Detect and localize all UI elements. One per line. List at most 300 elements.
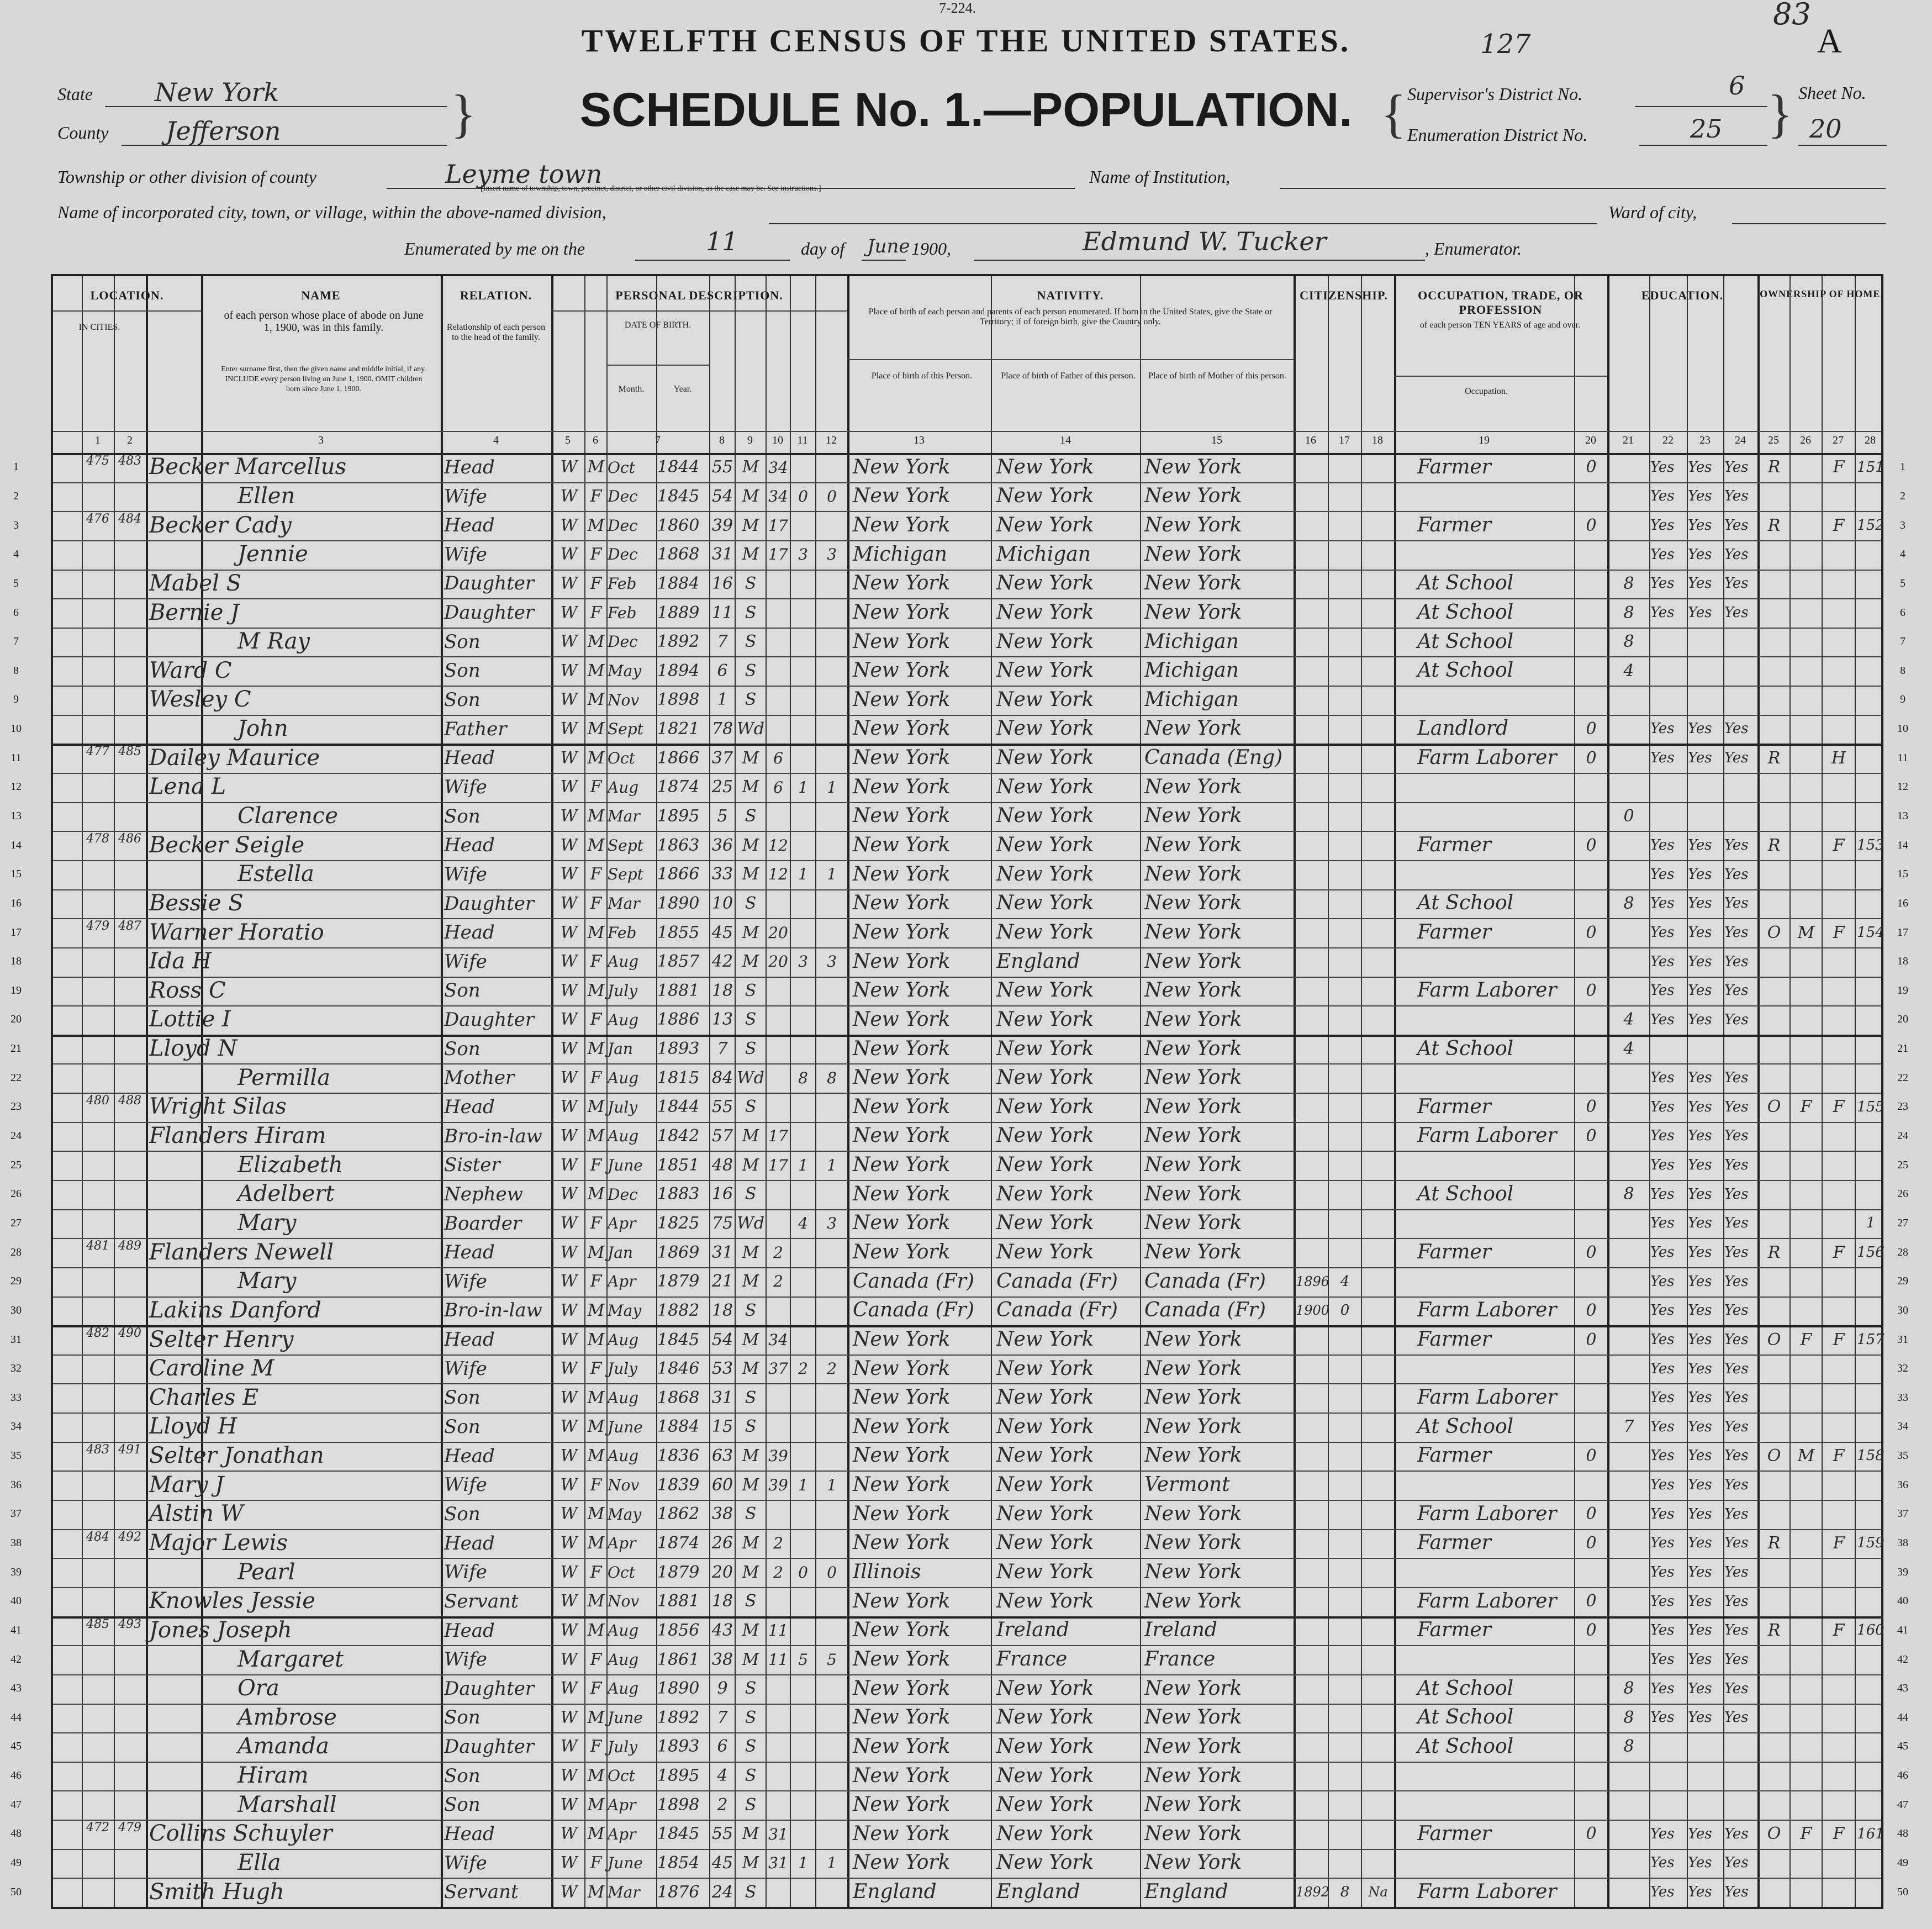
cell-yr: 1869: [657, 1242, 700, 1262]
cell-mo: Dec: [608, 516, 638, 535]
cell-mo: July: [608, 982, 638, 1000]
cell-yr: 1862: [657, 1504, 700, 1524]
cell-sched: 152: [1857, 517, 1885, 534]
cell-eng: Yes: [1724, 1709, 1749, 1726]
cell-sex: M: [587, 1824, 605, 1844]
sub-year: Year.: [673, 384, 692, 394]
row-number-right: 15: [1897, 868, 1908, 881]
cell-mob: New York: [1144, 1095, 1242, 1118]
cell-age: 42: [711, 952, 733, 972]
cell-ms: S: [745, 1388, 757, 1408]
row-number-right: 14: [1897, 839, 1908, 851]
cell-name: John: [237, 716, 288, 742]
cell-age: 16: [711, 1184, 733, 1204]
cell-yr: 1892: [657, 632, 700, 652]
row-number-left: 34: [10, 1420, 22, 1433]
state-label: State: [57, 84, 93, 104]
cell-write: Yes: [1688, 1709, 1712, 1726]
cell-mo: Sept: [608, 720, 643, 739]
cell-read: Yes: [1650, 1477, 1675, 1494]
cell-rel: Son: [444, 1503, 481, 1525]
cell-fob: New York: [996, 659, 1094, 682]
cell-sch: 8: [1623, 632, 1634, 652]
cell-eng: Yes: [1724, 1389, 1749, 1406]
cell-pob: New York: [853, 572, 951, 595]
cell-mo: June: [608, 1417, 643, 1436]
group-citizenship: CITIZENSHIP.: [1300, 288, 1388, 302]
cell-occ: At School: [1417, 572, 1514, 595]
cell-name: Becker Marcellus: [149, 454, 347, 480]
cell-eng: Yes: [1724, 1215, 1749, 1232]
cell-rel: Mother: [444, 1067, 515, 1089]
cell-name: Margaret: [237, 1646, 344, 1672]
row-number-right: 39: [1897, 1566, 1908, 1578]
cell-age: 55: [711, 1097, 733, 1117]
cell-yr: 1892: [657, 1707, 700, 1727]
population-table: [10, 274, 1908, 1909]
cell-race: W: [560, 1620, 578, 1640]
cell-name: Dailey Maurice: [149, 745, 320, 771]
cell-mob: New York: [1144, 950, 1242, 973]
cell-age: 45: [711, 923, 733, 942]
cell-fob: New York: [996, 1764, 1094, 1787]
cell-rel: Son: [444, 660, 481, 682]
cell-own: R: [1767, 1242, 1781, 1262]
cell-yrsm: 20: [768, 923, 788, 942]
cell-own: R: [1767, 748, 1781, 768]
cell-pob: New York: [853, 1735, 951, 1758]
cell-name: Warner Horatio: [149, 919, 324, 945]
column-number: 19: [1479, 434, 1490, 446]
cell-lc: 1: [827, 1156, 837, 1174]
cell-sex: F: [590, 1272, 602, 1292]
cell-sex: M: [587, 1766, 605, 1786]
cell-race: W: [560, 661, 578, 681]
cell-fam: 489: [118, 1239, 141, 1253]
cell-sched: 154: [1857, 924, 1885, 941]
cell-ms: S: [745, 1766, 757, 1786]
cell-ms: S: [745, 1184, 757, 1204]
cell-bc: 4: [798, 1214, 808, 1233]
cell-own: O: [1767, 923, 1781, 942]
cell-fob: New York: [996, 1444, 1094, 1467]
cell-mob: New York: [1144, 1764, 1242, 1787]
cell-write: Yes: [1688, 1622, 1712, 1639]
column-number: 11: [797, 434, 808, 446]
cell-lc: 1: [827, 865, 837, 884]
cell-mo: Feb: [608, 575, 637, 593]
cell-ms: S: [745, 1300, 757, 1320]
cell-sex: M: [587, 748, 605, 768]
sub-in-cities: IN CITIES.: [78, 323, 120, 332]
cell-pob: New York: [853, 920, 951, 944]
cell-pob: New York: [853, 1386, 951, 1409]
row-number-left: 1: [13, 461, 19, 473]
cell-yr: 1845: [657, 1824, 700, 1844]
cell-mob: New York: [1144, 1793, 1242, 1816]
cell-yrsm: 17: [768, 545, 788, 564]
column-number: 1: [95, 434, 101, 446]
cell-mob: New York: [1144, 455, 1242, 478]
cell-race: W: [560, 1388, 578, 1408]
cell-unemp: 0: [1586, 515, 1597, 535]
cell-mob: Michigan: [1144, 630, 1239, 653]
cell-farm: F: [1833, 1242, 1845, 1262]
cell-pob: Illinois: [853, 1561, 921, 1584]
cell-fob: New York: [996, 455, 1094, 478]
cell-race: W: [560, 1446, 578, 1466]
cell-race: W: [560, 1737, 578, 1757]
cell-race: W: [560, 1359, 578, 1379]
cell-mo: Oct: [608, 1563, 635, 1582]
cell-age: 48: [711, 1155, 733, 1175]
cell-dw: 476: [86, 512, 109, 526]
cell-mo: Apr: [608, 1214, 636, 1233]
cell-age: 55: [711, 457, 733, 477]
cell-unemp: 0: [1586, 1126, 1597, 1146]
cell-sex: M: [587, 632, 605, 652]
cell-mob: New York: [1144, 834, 1242, 857]
cell-eng: Yes: [1724, 953, 1749, 970]
cell-ms: S: [745, 632, 757, 652]
cell-fob: New York: [996, 1153, 1094, 1177]
cell-age: 26: [711, 1533, 733, 1553]
row-number-right: 7: [1900, 635, 1905, 648]
cell-race: W: [560, 1417, 578, 1437]
cell-occ: Landlord: [1417, 717, 1509, 740]
cell-fob: New York: [996, 1182, 1094, 1205]
row-number-left: 33: [10, 1391, 22, 1404]
cell-rel: Wife: [444, 1474, 487, 1496]
cell-mo: Aug: [608, 1447, 639, 1466]
cell-eng: Yes: [1724, 720, 1749, 737]
cell-rel: Head: [444, 514, 495, 537]
cell-eng: Yes: [1724, 1157, 1749, 1174]
cell-name: Wesley C: [149, 687, 251, 713]
cell-unemp: 0: [1586, 981, 1597, 1000]
cell-yrsm: 31: [768, 1854, 788, 1873]
row-number-left: 13: [10, 810, 22, 822]
cell-name: Estella: [237, 861, 314, 887]
cell-race: W: [560, 457, 578, 477]
cell-farm: F: [1833, 1097, 1845, 1117]
cell-mob: Canada (Eng): [1144, 746, 1283, 770]
cell-fob: New York: [996, 1473, 1094, 1496]
group-ownership: OWNERSHIP OF HOME.: [1760, 288, 1883, 299]
cell-sex: F: [590, 1475, 602, 1495]
cell-name: Major Lewis: [149, 1530, 288, 1556]
cell-name: Permilla: [237, 1064, 331, 1090]
header-rule: [847, 359, 1294, 360]
cell-write: Yes: [1688, 1127, 1712, 1145]
row-number-left: 35: [10, 1450, 22, 1462]
row-number-right: 37: [1897, 1508, 1908, 1520]
cell-sex: M: [587, 1300, 605, 1320]
cell-fob: Canada (Fr): [996, 1269, 1118, 1293]
row-number-right: 18: [1897, 955, 1908, 968]
cell-age: 33: [711, 865, 733, 884]
sub-pob-mother: Place of birth of Mother of this person.: [1148, 371, 1286, 381]
row-number-left: 29: [10, 1275, 22, 1288]
cell-sex: M: [587, 719, 605, 739]
cell-sex: F: [590, 952, 602, 972]
cell-write: Yes: [1688, 982, 1712, 999]
cell-mob: New York: [1144, 1502, 1242, 1525]
cell-rel: Son: [444, 1764, 481, 1787]
cell-mob: New York: [1144, 1037, 1242, 1060]
cell-ms: S: [745, 1737, 757, 1757]
cell-mo: Aug: [608, 1650, 639, 1669]
cell-fam: 488: [118, 1094, 141, 1108]
cell-name: Ora: [237, 1675, 279, 1701]
cell-unemp: 0: [1586, 457, 1597, 477]
cell-eng: Yes: [1724, 924, 1749, 941]
cell-occ: Farmer: [1417, 455, 1491, 478]
cell-yr: 1874: [657, 1533, 700, 1553]
cell-race: W: [560, 1824, 578, 1844]
cell-yr: 1842: [657, 1126, 700, 1146]
sub-month: Month.: [618, 384, 645, 394]
cell-eng: Yes: [1724, 1680, 1749, 1697]
cell-yr: 1881: [657, 981, 700, 1000]
cell-mob: New York: [1144, 600, 1242, 624]
cell-lc: 1: [827, 1854, 837, 1873]
cell-read: Yes: [1650, 1389, 1675, 1406]
cell-read: Yes: [1650, 895, 1675, 912]
cell-pob: England: [853, 1880, 937, 1904]
cell-fob: New York: [996, 1241, 1094, 1263]
cell-occ: At School: [1417, 1706, 1514, 1729]
cell-mo: Dec: [608, 1185, 638, 1204]
row-number-right: 33: [1897, 1391, 1908, 1404]
cell-read: Yes: [1650, 866, 1675, 883]
cell-mo: Aug: [608, 1127, 639, 1146]
cell-race: W: [560, 1272, 578, 1292]
cell-yrsm: 2: [773, 1272, 783, 1291]
cell-write: Yes: [1688, 575, 1712, 592]
cell-age: 39: [711, 515, 733, 535]
cell-race: W: [560, 865, 578, 884]
cell-race: W: [560, 1155, 578, 1175]
county-value: Jefferson: [166, 116, 281, 146]
cell-own: R: [1767, 515, 1781, 535]
cell-pob: New York: [853, 1822, 951, 1845]
cell-occ: Farm Laborer: [1417, 1299, 1557, 1322]
cell-read: Yes: [1650, 1360, 1675, 1377]
cell-age: 55: [711, 1824, 733, 1844]
cell-unemp: 0: [1586, 1591, 1597, 1611]
cell-yr: 1868: [657, 1388, 700, 1408]
cell-fob: New York: [996, 1327, 1094, 1351]
cell-lc: 3: [827, 545, 837, 564]
row-number-right: 35: [1897, 1450, 1908, 1462]
cell-rel: Head: [444, 1096, 495, 1118]
row-number-left: 41: [10, 1624, 22, 1636]
cell-occ: Farm Laborer: [1417, 1386, 1557, 1409]
cell-sex: F: [590, 1737, 602, 1757]
supervisor-label: Supervisor's District No.: [1407, 84, 1583, 104]
group-education: EDUCATION.: [1641, 288, 1724, 302]
row-number-right: 9: [1900, 693, 1905, 706]
cell-yr: 1889: [657, 603, 700, 623]
cell-farm: H: [1831, 748, 1846, 768]
cell-ms: S: [745, 1504, 757, 1524]
column-number: 6: [593, 434, 598, 446]
cell-ms: M: [742, 865, 759, 884]
township-label: Township or other division of county: [57, 167, 317, 187]
ward-label: Ward of city,: [1608, 202, 1697, 222]
cell-write: Yes: [1688, 546, 1712, 563]
cell-name: Ambrose: [237, 1704, 337, 1730]
cell-fam: 490: [118, 1326, 141, 1341]
cell-ms: S: [745, 981, 757, 1000]
cell-occ: Farmer: [1417, 1444, 1491, 1467]
column-number: 20: [1585, 434, 1596, 446]
cell-mob: New York: [1144, 1851, 1242, 1874]
cell-yr: 1821: [657, 719, 700, 739]
row-number-left: 23: [10, 1100, 22, 1113]
cell-fob: New York: [996, 892, 1094, 915]
cell-age: 78: [711, 719, 733, 739]
cell-read: Yes: [1650, 488, 1675, 505]
cell-lc: 2: [827, 1359, 837, 1378]
cell-ms: M: [742, 1649, 759, 1669]
cell-pob: New York: [853, 1153, 951, 1177]
cell-occ: Farmer: [1417, 1095, 1491, 1118]
cell-ms: M: [742, 1272, 759, 1292]
cell-farm: F: [1833, 1533, 1845, 1553]
cell-race: W: [560, 1707, 578, 1727]
cell-mob: Ireland: [1144, 1619, 1217, 1642]
column-number: 15: [1211, 434, 1222, 446]
cell-ms: S: [745, 1097, 757, 1117]
cell-write: Yes: [1688, 895, 1712, 912]
cell-mo: Jan: [608, 1040, 633, 1058]
cell-yrsm: 17: [768, 1127, 788, 1146]
cell-mo: Nov: [608, 691, 640, 709]
cell-read: Yes: [1650, 1011, 1675, 1028]
cell-pob: New York: [853, 1124, 951, 1147]
cell-mo: Feb: [608, 923, 637, 942]
cell-name: Alstin W: [149, 1501, 244, 1527]
cell-dw: 480: [86, 1094, 109, 1108]
cell-race: W: [560, 1039, 578, 1059]
cell-yr: 1890: [657, 1679, 700, 1699]
cell-farm: F: [1833, 1446, 1845, 1466]
cell-mob: New York: [1144, 979, 1242, 1002]
sub-name-desc: of each person whose place of abode on June 1, 1900, was in this family.: [224, 309, 424, 334]
month-value: June: [867, 235, 910, 257]
cell-race: W: [560, 777, 578, 797]
cell-fam: 484: [118, 512, 141, 526]
cell-mo: July: [608, 1737, 638, 1756]
cell-yr: 1893: [657, 1737, 700, 1757]
cell-race: W: [560, 573, 578, 593]
row-number-left: 8: [13, 664, 19, 677]
cell-ms: S: [745, 807, 757, 826]
cell-read: Yes: [1650, 1505, 1675, 1522]
cell-mob: New York: [1144, 1182, 1242, 1205]
cell-read: Yes: [1650, 1331, 1675, 1348]
cell-mob: Canada (Fr): [1144, 1299, 1266, 1322]
cell-unemp: 0: [1586, 748, 1597, 768]
cell-mo: July: [608, 1098, 638, 1116]
column-number: 23: [1699, 434, 1711, 446]
cell-write: Yes: [1688, 1389, 1712, 1406]
cell-read: Yes: [1650, 924, 1675, 941]
sheet-value: 20: [1809, 114, 1842, 144]
cell-rel: Wife: [444, 1270, 487, 1293]
column-number: 2: [127, 434, 133, 446]
cell-ms: S: [745, 1679, 757, 1699]
cell-lc: 5: [827, 1650, 837, 1669]
cell-read: Yes: [1650, 982, 1675, 999]
cell-write: Yes: [1688, 1273, 1712, 1290]
cell-mo: May: [608, 1301, 642, 1320]
cell-age: 2: [717, 1795, 728, 1815]
cell-pob: New York: [853, 630, 951, 653]
cell-mob: New York: [1144, 1735, 1242, 1758]
cell-lc: 1: [827, 778, 837, 797]
cell-rel: Head: [444, 1619, 495, 1642]
cell-rel: Daughter: [444, 572, 535, 595]
cell-sched: 157: [1857, 1331, 1885, 1348]
row-number-right: 24: [1897, 1130, 1908, 1142]
cell-mob: New York: [1144, 1822, 1242, 1845]
cell-mob: New York: [1144, 1066, 1242, 1089]
cell-fob: New York: [996, 862, 1094, 886]
cell-fob: New York: [996, 1851, 1094, 1874]
sub-pob-person: Place of birth of this Person.: [871, 371, 973, 381]
cell-fam: 492: [118, 1530, 141, 1544]
cell-mo: Aug: [608, 1389, 639, 1407]
cell-occ: At School: [1417, 630, 1514, 653]
cell-eng: Yes: [1724, 1477, 1749, 1494]
cell-ms: S: [745, 573, 757, 593]
column-number: 3: [318, 434, 324, 446]
cell-fob: New York: [996, 514, 1094, 536]
cell-sch: 8: [1623, 1737, 1634, 1757]
cell-fob: New York: [996, 1008, 1094, 1031]
cell-race: W: [560, 893, 578, 913]
row-number-right: 4: [1900, 548, 1905, 561]
cell-imm: 1896: [1296, 1273, 1330, 1289]
cell-mob: New York: [1144, 1124, 1242, 1147]
cell-imm: 1900: [1296, 1303, 1330, 1319]
state-value: New York: [155, 77, 279, 107]
cell-mob: Vermont: [1144, 1473, 1230, 1496]
cell-fob: Ireland: [996, 1619, 1069, 1642]
cell-sex: M: [587, 807, 605, 826]
cell-age: 24: [711, 1882, 733, 1902]
cell-ms: S: [745, 661, 757, 681]
cell-write: Yes: [1688, 1098, 1712, 1115]
cell-sch: 8: [1623, 603, 1634, 623]
cell-yr: 1895: [657, 807, 700, 826]
group-occupation: OCCUPATION, TRADE, OR PROFESSION: [1418, 288, 1583, 317]
cell-yr: 1881: [657, 1591, 700, 1611]
cell-rel: Head: [444, 1823, 495, 1845]
cell-age: 84: [711, 1068, 733, 1088]
cell-age: 31: [711, 1388, 733, 1408]
row-number-right: 23: [1897, 1100, 1908, 1113]
cell-occ: At School: [1417, 1182, 1514, 1205]
cell-farm: F: [1833, 1620, 1845, 1640]
cell-age: 57: [711, 1126, 733, 1146]
cell-lc: 0: [827, 1563, 837, 1582]
column-rule: [1394, 276, 1396, 1907]
cell-name: Knowles Jessie: [149, 1588, 315, 1614]
